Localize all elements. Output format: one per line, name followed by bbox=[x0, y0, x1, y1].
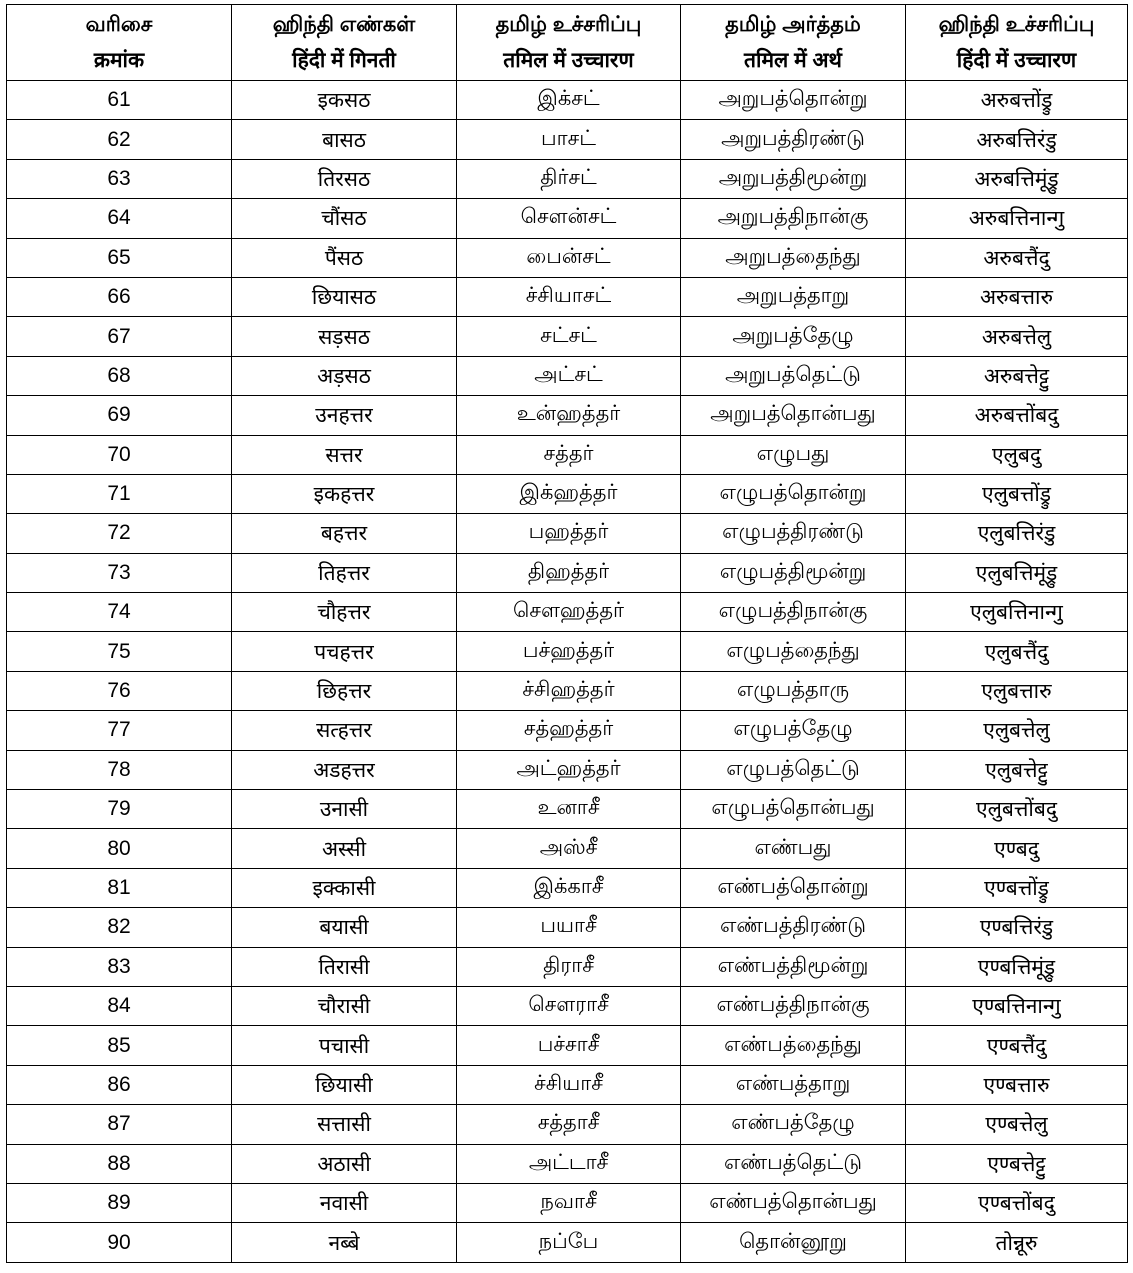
tamil-meaning-cell: எழுபத்திநான்கு bbox=[681, 593, 906, 632]
table-row bbox=[7, 986, 1128, 1025]
table-row bbox=[7, 159, 1128, 198]
header-line-tamil: வரிசை bbox=[85, 12, 153, 36]
table-row bbox=[7, 238, 1128, 277]
hindi-number-cell: चौंसठ bbox=[232, 199, 457, 238]
tamil-meaning-cell: அறுபத்தாறு bbox=[681, 277, 906, 316]
hindi-number-cell: तिरासी bbox=[232, 947, 457, 986]
hindi-pronunciation-cell: एलुबत्तैंदु bbox=[906, 632, 1128, 671]
tamil-meaning-cell: எண்பத்தாறு bbox=[681, 1065, 906, 1104]
table-row bbox=[7, 750, 1128, 789]
table-row bbox=[7, 435, 1128, 474]
tamil-pronunciation-cell: ச்சிஹத்தர் bbox=[457, 671, 681, 710]
hindi-number-cell: अडहत्तर bbox=[232, 750, 457, 789]
hindi-number-cell: छिहत्तर bbox=[232, 671, 457, 710]
tamil-meaning-cell: அறுபத்தேழு bbox=[681, 317, 906, 356]
hindi-number-cell: नवासी bbox=[232, 1183, 457, 1222]
hindi-number-cell: इक्कासी bbox=[232, 868, 457, 907]
tamil-meaning-cell: எழுபத்தொன்று bbox=[681, 474, 906, 513]
hindi-number-cell: नब्बे bbox=[232, 1223, 457, 1262]
serial-number-cell: 89 bbox=[7, 1183, 232, 1222]
tamil-meaning-cell: எழுபத்தாரு bbox=[681, 671, 906, 710]
tamil-pronunciation-cell: சத்ஹத்தர் bbox=[457, 711, 681, 750]
tamil-pronunciation-cell: அட்ஹத்தர் bbox=[457, 750, 681, 789]
header-tamil-pronunciation bbox=[457, 5, 681, 81]
tamil-meaning-cell: அறுபத்திமூன்று bbox=[681, 159, 906, 198]
hindi-pronunciation-cell: अरुबत्तारु bbox=[906, 277, 1128, 316]
table-row bbox=[7, 671, 1128, 710]
hindi-pronunciation-cell: एण्बत्तिनान्गु bbox=[906, 986, 1128, 1025]
hindi-pronunciation-cell: एलुबत्तोंड्रु bbox=[906, 474, 1128, 513]
table-row bbox=[7, 632, 1128, 671]
table-row bbox=[7, 514, 1128, 553]
table-row bbox=[7, 711, 1128, 750]
header-line-tamil: தமிழ் உச்சரிப்பு bbox=[495, 12, 642, 36]
hindi-number-cell: उनहत्तर bbox=[232, 396, 457, 435]
tamil-meaning-cell: எண்பத்திரண்டு bbox=[681, 908, 906, 947]
serial-number-cell: 83 bbox=[7, 947, 232, 986]
hindi-pronunciation-cell: अरुबत्तिरंडु bbox=[906, 120, 1128, 159]
tamil-pronunciation-cell: திராசீ bbox=[457, 947, 681, 986]
header-hindi-numbers bbox=[232, 5, 457, 81]
serial-number-cell: 85 bbox=[7, 1026, 232, 1065]
hindi-pronunciation-cell: एण्बत्तैंदु bbox=[906, 1026, 1128, 1065]
hindi-pronunciation-cell: अरुबत्तिनान्गु bbox=[906, 199, 1128, 238]
tamil-pronunciation-cell: சத்தர் bbox=[457, 435, 681, 474]
serial-number-cell: 75 bbox=[7, 632, 232, 671]
hindi-number-cell: पैंसठ bbox=[232, 238, 457, 277]
hindi-number-cell: सत्तासी bbox=[232, 1105, 457, 1144]
tamil-meaning-cell: எழுபது bbox=[681, 435, 906, 474]
serial-number-cell: 73 bbox=[7, 553, 232, 592]
tamil-meaning-cell: அறுபத்தொன்று bbox=[681, 81, 906, 120]
hindi-number-cell: बासठ bbox=[232, 120, 457, 159]
hindi-pronunciation-cell: एण्बत्तेलु bbox=[906, 1105, 1128, 1144]
tamil-pronunciation-cell: அட்சட் bbox=[457, 356, 681, 395]
header-line-tamil: ஹிந்தி எண்கள் bbox=[272, 12, 416, 36]
tamil-pronunciation-cell: நப்பே bbox=[457, 1223, 681, 1262]
table-row bbox=[7, 1144, 1128, 1183]
tamil-pronunciation-cell: திர்சட் bbox=[457, 159, 681, 198]
hindi-number-cell: चौहत्तर bbox=[232, 593, 457, 632]
numbers-table bbox=[6, 4, 1128, 1263]
serial-number-cell: 81 bbox=[7, 868, 232, 907]
table-row bbox=[7, 947, 1128, 986]
tamil-pronunciation-cell: அஸ்சீ bbox=[457, 829, 681, 868]
serial-number-cell: 86 bbox=[7, 1065, 232, 1104]
hindi-number-cell: पचासी bbox=[232, 1026, 457, 1065]
tamil-meaning-cell: எண்பத்திநான்கு bbox=[681, 986, 906, 1025]
table-row bbox=[7, 81, 1128, 120]
serial-number-cell: 84 bbox=[7, 986, 232, 1025]
tamil-meaning-cell: எழுபத்தேழு bbox=[681, 711, 906, 750]
hindi-number-cell: अड़सठ bbox=[232, 356, 457, 395]
header-line-hindi: तमिल में उच्चारण bbox=[503, 48, 634, 72]
hindi-pronunciation-cell: अरुबत्तेट्टु bbox=[906, 356, 1128, 395]
hindi-number-cell: सड़सठ bbox=[232, 317, 457, 356]
hindi-pronunciation-cell: एण्बत्तिमूंड्रु bbox=[906, 947, 1128, 986]
serial-number-cell: 70 bbox=[7, 435, 232, 474]
table-row bbox=[7, 790, 1128, 829]
hindi-number-cell: अस्सी bbox=[232, 829, 457, 868]
hindi-number-cell: तिरसठ bbox=[232, 159, 457, 198]
hindi-number-cell: बयासी bbox=[232, 908, 457, 947]
hindi-pronunciation-cell: एण्बत्तिरंडु bbox=[906, 908, 1128, 947]
header-tamil-meaning bbox=[681, 5, 906, 81]
table-row bbox=[7, 120, 1128, 159]
hindi-number-cell: तिहत्तर bbox=[232, 553, 457, 592]
table-body bbox=[7, 81, 1128, 1263]
tamil-meaning-cell: எண்பத்தைந்து bbox=[681, 1026, 906, 1065]
serial-number-cell: 64 bbox=[7, 199, 232, 238]
tamil-pronunciation-cell: நவாசீ bbox=[457, 1183, 681, 1222]
tamil-meaning-cell: அறுபத்தைந்து bbox=[681, 238, 906, 277]
hindi-pronunciation-cell: अरुबत्तिमूंड्रु bbox=[906, 159, 1128, 198]
hindi-pronunciation-cell: एलुबत्तिमूंड्रु bbox=[906, 553, 1128, 592]
tamil-meaning-cell: எழுபத்தெட்டு bbox=[681, 750, 906, 789]
hindi-pronunciation-cell: अरुबत्तोंबदु bbox=[906, 396, 1128, 435]
header-hindi-pronunciation bbox=[906, 5, 1128, 81]
table-header bbox=[7, 5, 1128, 81]
tamil-meaning-cell: எழுபத்தொன்பது bbox=[681, 790, 906, 829]
hindi-pronunciation-cell: एलुबत्तेट्टु bbox=[906, 750, 1128, 789]
hindi-pronunciation-cell: एण्बत्तोंड्रु bbox=[906, 868, 1128, 907]
tamil-pronunciation-cell: உனாசீ bbox=[457, 790, 681, 829]
hindi-number-cell: पचहत्तर bbox=[232, 632, 457, 671]
table-row bbox=[7, 1065, 1128, 1104]
table-row bbox=[7, 829, 1128, 868]
serial-number-cell: 65 bbox=[7, 238, 232, 277]
tamil-pronunciation-cell: உன்ஹத்தர் bbox=[457, 396, 681, 435]
serial-number-cell: 77 bbox=[7, 711, 232, 750]
tamil-pronunciation-cell: பைன்சட் bbox=[457, 238, 681, 277]
header-line-hindi: क्रमांक bbox=[93, 48, 145, 72]
hindi-pronunciation-cell: एण्बदु bbox=[906, 829, 1128, 868]
serial-number-cell: 87 bbox=[7, 1105, 232, 1144]
serial-number-cell: 62 bbox=[7, 120, 232, 159]
tamil-pronunciation-cell: சௌன்சட் bbox=[457, 199, 681, 238]
tamil-pronunciation-cell: இக்சட் bbox=[457, 81, 681, 120]
serial-number-cell: 74 bbox=[7, 593, 232, 632]
table-row bbox=[7, 199, 1128, 238]
serial-number-cell: 88 bbox=[7, 1144, 232, 1183]
serial-number-cell: 71 bbox=[7, 474, 232, 513]
table-row bbox=[7, 396, 1128, 435]
hindi-pronunciation-cell: तोन्नूरु bbox=[906, 1223, 1128, 1262]
serial-number-cell: 63 bbox=[7, 159, 232, 198]
tamil-pronunciation-cell: சத்தாசீ bbox=[457, 1105, 681, 1144]
serial-number-cell: 78 bbox=[7, 750, 232, 789]
table-row bbox=[7, 908, 1128, 947]
serial-number-cell: 66 bbox=[7, 277, 232, 316]
serial-number-cell: 79 bbox=[7, 790, 232, 829]
tamil-pronunciation-cell: பாசட் bbox=[457, 120, 681, 159]
hindi-pronunciation-cell: एलुबत्तोंबदु bbox=[906, 790, 1128, 829]
header-line-tamil: தமிழ் அர்த்தம் bbox=[725, 12, 861, 36]
tamil-pronunciation-cell: இக்காசீ bbox=[457, 868, 681, 907]
tamil-meaning-cell: அறுபத்திரண்டு bbox=[681, 120, 906, 159]
hindi-number-cell: छियासी bbox=[232, 1065, 457, 1104]
serial-number-cell: 72 bbox=[7, 514, 232, 553]
tamil-meaning-cell: அறுபத்தொன்பது bbox=[681, 396, 906, 435]
hindi-number-cell: सत्हत्तर bbox=[232, 711, 457, 750]
hindi-pronunciation-cell: अरुबत्तैंदु bbox=[906, 238, 1128, 277]
tamil-meaning-cell: எண்பத்தேழு bbox=[681, 1105, 906, 1144]
serial-number-cell: 90 bbox=[7, 1223, 232, 1262]
hindi-number-cell: उनासी bbox=[232, 790, 457, 829]
hindi-number-cell: छियासठ bbox=[232, 277, 457, 316]
tamil-meaning-cell: எண்பத்தெட்டு bbox=[681, 1144, 906, 1183]
hindi-pronunciation-cell: एण्बत्तारु bbox=[906, 1065, 1128, 1104]
tamil-pronunciation-cell: ச்சியாசட் bbox=[457, 277, 681, 316]
hindi-pronunciation-cell: अरुबत्तोंड्रु bbox=[906, 81, 1128, 120]
header-line-hindi: हिंदी में उच्चारण bbox=[956, 48, 1077, 72]
table-row bbox=[7, 593, 1128, 632]
tamil-meaning-cell: எண்பத்தொன்று bbox=[681, 868, 906, 907]
header-line-hindi: हिंदी में गिनती bbox=[292, 48, 396, 72]
tamil-pronunciation-cell: ச்சியாசீ bbox=[457, 1065, 681, 1104]
tamil-pronunciation-cell: பயாசீ bbox=[457, 908, 681, 947]
table-row bbox=[7, 1105, 1128, 1144]
tamil-pronunciation-cell: இக்ஹத்தர் bbox=[457, 474, 681, 513]
header-row bbox=[7, 5, 1128, 81]
tamil-pronunciation-cell: பஹத்தர் bbox=[457, 514, 681, 553]
tamil-meaning-cell: அறுபத்திநான்கு bbox=[681, 199, 906, 238]
hindi-pronunciation-cell: एलुबत्तिरंडु bbox=[906, 514, 1128, 553]
hindi-pronunciation-cell: अरुबत्तेलु bbox=[906, 317, 1128, 356]
hindi-number-cell: सत्तर bbox=[232, 435, 457, 474]
serial-number-cell: 80 bbox=[7, 829, 232, 868]
table-row bbox=[7, 1183, 1128, 1222]
table-row bbox=[7, 277, 1128, 316]
table-row bbox=[7, 868, 1128, 907]
tamil-pronunciation-cell: பச்சாசீ bbox=[457, 1026, 681, 1065]
hindi-pronunciation-cell: एलुबत्तिनान्गु bbox=[906, 593, 1128, 632]
tamil-meaning-cell: எண்பத்தொன்பது bbox=[681, 1183, 906, 1222]
tamil-meaning-cell: தொன்னூறு bbox=[681, 1223, 906, 1262]
tamil-pronunciation-cell: சௌஹத்தர் bbox=[457, 593, 681, 632]
hindi-number-cell: बहत्तर bbox=[232, 514, 457, 553]
table-row bbox=[7, 317, 1128, 356]
serial-number-cell: 69 bbox=[7, 396, 232, 435]
tamil-pronunciation-cell: அட்டாசீ bbox=[457, 1144, 681, 1183]
tamil-meaning-cell: எழுபத்திரண்டு bbox=[681, 514, 906, 553]
serial-number-cell: 67 bbox=[7, 317, 232, 356]
hindi-pronunciation-cell: एलुबत्तारु bbox=[906, 671, 1128, 710]
tamil-meaning-cell: எண்பத்திமூன்று bbox=[681, 947, 906, 986]
table-row bbox=[7, 1026, 1128, 1065]
tamil-meaning-cell: அறுபத்தெட்டு bbox=[681, 356, 906, 395]
serial-number-cell: 76 bbox=[7, 671, 232, 710]
serial-number-cell: 61 bbox=[7, 81, 232, 120]
header-line-tamil: ஹிந்தி உச்சரிப்பு bbox=[938, 12, 1095, 36]
tamil-pronunciation-cell: பச்ஹத்தர் bbox=[457, 632, 681, 671]
header-serial-number bbox=[7, 5, 232, 81]
serial-number-cell: 68 bbox=[7, 356, 232, 395]
tamil-pronunciation-cell: திஹத்தர் bbox=[457, 553, 681, 592]
table-row bbox=[7, 356, 1128, 395]
hindi-number-cell: इकहत्तर bbox=[232, 474, 457, 513]
tamil-meaning-cell: எழுபத்தைந்து bbox=[681, 632, 906, 671]
tamil-meaning-cell: எழுபத்திமூன்று bbox=[681, 553, 906, 592]
tamil-meaning-cell: எண்பது bbox=[681, 829, 906, 868]
hindi-pronunciation-cell: एलुबदु bbox=[906, 435, 1128, 474]
table-row bbox=[7, 553, 1128, 592]
table-row bbox=[7, 474, 1128, 513]
hindi-number-cell: इकसठ bbox=[232, 81, 457, 120]
hindi-number-cell: चौरासी bbox=[232, 986, 457, 1025]
header-line-hindi: तमिल में अर्थ bbox=[744, 48, 842, 72]
hindi-pronunciation-cell: एलुबत्तेलु bbox=[906, 711, 1128, 750]
hindi-pronunciation-cell: एण्बत्तोंबदु bbox=[906, 1183, 1128, 1222]
hindi-pronunciation-cell: एण्बत्तेट्टु bbox=[906, 1144, 1128, 1183]
hindi-number-cell: अठासी bbox=[232, 1144, 457, 1183]
tamil-pronunciation-cell: சட்சட் bbox=[457, 317, 681, 356]
tamil-pronunciation-cell: சௌராசீ bbox=[457, 986, 681, 1025]
table-row bbox=[7, 1223, 1128, 1262]
serial-number-cell: 82 bbox=[7, 908, 232, 947]
